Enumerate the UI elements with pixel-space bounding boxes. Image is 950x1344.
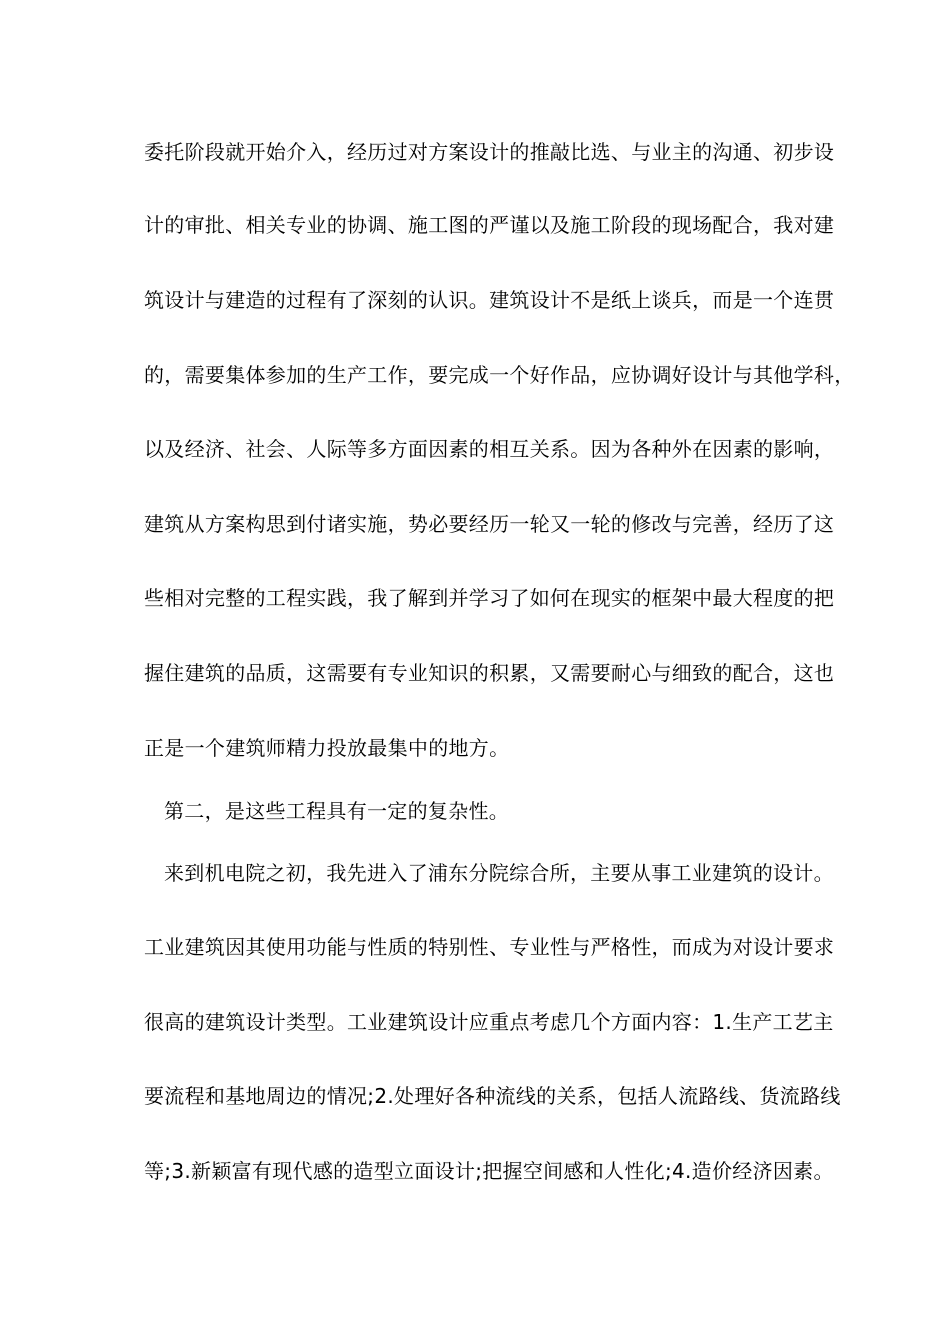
paragraph-heading: 第二，是这些工程具有一定的复杂性。	[164, 799, 510, 823]
text-line: 委托阶段就开始介入，经历过对方案设计的推敲比选、与业主的沟通、初步设	[144, 140, 835, 164]
text-line: 等;3.新颖富有现代感的造型立面设计;把握空间感和人性化;4.造价经济因素。	[144, 1159, 834, 1183]
text-line: 些相对完整的工程实践，我了解到并学习了如何在现实的框架中最大程度的把	[144, 586, 835, 610]
text-line: 筑设计与建造的过程有了深刻的认识。建筑设计不是纸上谈兵，而是一个连贯	[144, 288, 835, 312]
text-line: 正是一个建筑师精力投放最集中的地方。	[144, 736, 510, 760]
text-line: 的，需要集体参加的生产工作，要完成一个好作品，应协调好设计与其他学科，	[144, 363, 855, 387]
text-line: 建筑从方案构思到付诸实施，势必要经历一轮又一轮的修改与完善，经历了这	[144, 512, 835, 536]
text-line: 握住建筑的品质，这需要有专业知识的积累，又需要耐心与细致的配合，这也	[144, 661, 835, 685]
paragraph-first-line: 来到机电院之初，我先进入了浦东分院综合所，主要从事工业建筑的设计。	[164, 861, 834, 885]
text-line: 很高的建筑设计类型。工业建筑设计应重点考虑几个方面内容：1.生产工艺主	[144, 1010, 834, 1034]
text-line: 以及经济、社会、人际等多方面因素的相互关系。因为各种外在因素的影响，	[144, 437, 835, 461]
text-line: 要流程和基地周边的情况;2.处理好各种流线的关系，包括人流路线、货流路线	[144, 1084, 841, 1108]
text-line: 工业建筑因其使用功能与性质的特别性、专业性与严格性，而成为对设计要求	[144, 935, 835, 959]
text-line: 计的审批、相关专业的协调、施工图的严谨以及施工阶段的现场配合，我对建	[144, 213, 835, 237]
